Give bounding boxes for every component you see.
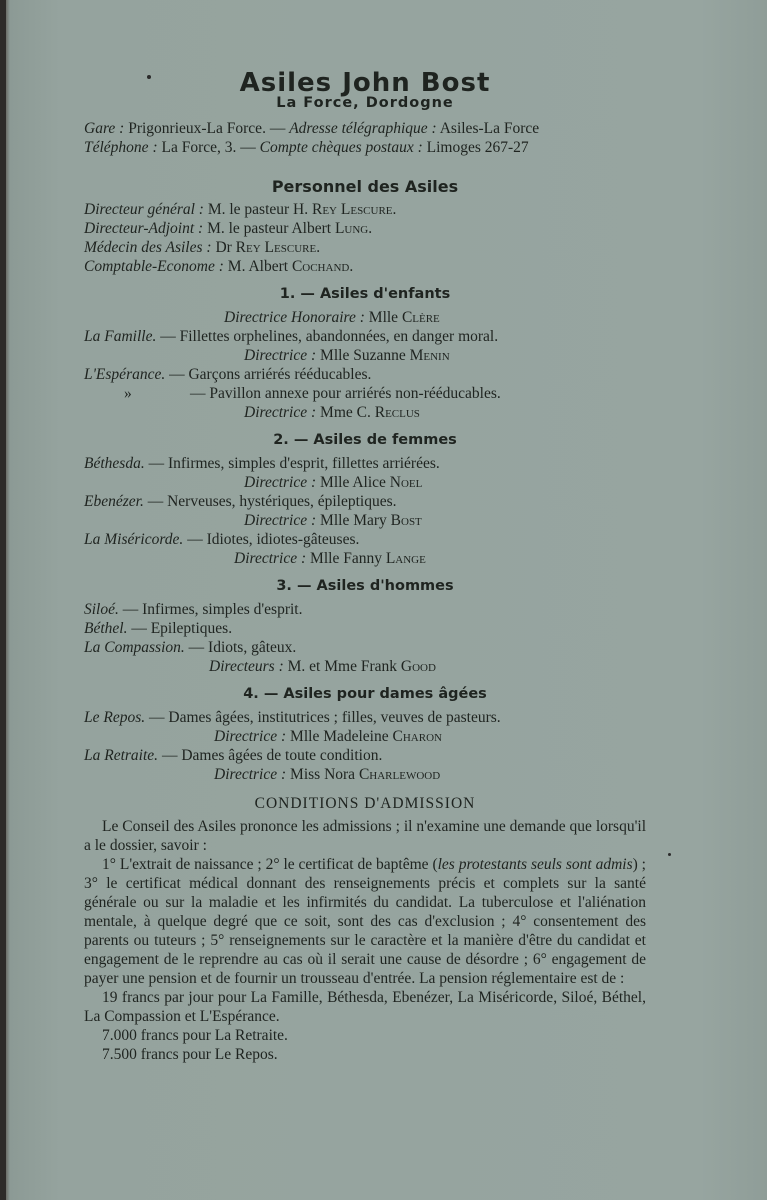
- asile-desc: — Idiotes, idiotes-gâteuses.: [183, 531, 360, 548]
- personnel-row: [84, 200, 646, 219]
- directeurs-line: [84, 657, 646, 676]
- asile-name: Béthesda.: [84, 455, 145, 472]
- text: Mlle: [364, 309, 402, 326]
- role: Directrice :: [244, 404, 317, 421]
- asile-name: Siloé.: [84, 601, 119, 618]
- asile-entry: [84, 708, 646, 727]
- asile-entry: [84, 746, 646, 765]
- asile-name: L'Espérance.: [84, 366, 166, 383]
- label-adresse: Adresse télégraphique :: [289, 120, 437, 137]
- name: Lung.: [334, 220, 373, 237]
- conditions-paragraph-2: [84, 855, 646, 988]
- text: Mlle Alice: [316, 474, 390, 491]
- conditions-heading: CONDITIONS D'ADMISSION: [254, 795, 476, 812]
- text: Mlle Suzanne: [316, 347, 410, 364]
- personnel-heading: Personnel des Asiles: [271, 177, 459, 196]
- role: Directrice :: [214, 728, 287, 745]
- asile-desc: — Infirmes, simples d'esprit.: [118, 601, 303, 618]
- name: Clère: [401, 309, 440, 326]
- role: Médecin des Asiles :: [84, 239, 212, 256]
- value-telephone: La Force, 3. —: [157, 139, 260, 156]
- name: Noel: [389, 474, 423, 491]
- page-subtitle: La Force, Dordogne: [276, 95, 454, 111]
- pension-rate-3: 7.500 francs pour Le Repos.: [102, 1046, 278, 1063]
- role: Directrice :: [214, 766, 287, 783]
- pension-rate-2: 7.000 francs pour La Retraite.: [102, 1027, 288, 1044]
- text: Miss Nora: [286, 766, 359, 783]
- asile-name: La Compassion.: [84, 639, 185, 656]
- directrice-honoraire: [84, 308, 646, 327]
- asile-name: Ebenézer.: [84, 493, 144, 510]
- personnel-row: [84, 238, 646, 257]
- asile-name: La Miséricorde.: [84, 531, 184, 548]
- directrice-line: [84, 727, 646, 746]
- text: 1° L'extrait de naissance ; 2° le certificat de baptême (: [102, 856, 438, 873]
- text: Mlle Fanny: [306, 550, 386, 567]
- asile-entry: [84, 492, 646, 511]
- name: Rey Lescure.: [312, 201, 397, 218]
- name: Lange: [385, 550, 426, 567]
- asile-desc: — Infirmes, simples d'esprit, fillettes arriérées.: [144, 455, 440, 472]
- directrice-line: [84, 473, 646, 492]
- text: M. le pasteur H.: [203, 201, 312, 218]
- contact-line-2: [84, 138, 646, 157]
- text: M. et Mme Frank: [283, 658, 401, 675]
- pension-rate-1: 19 francs par jour pour La Famille, Béthesda, Ebenézer, La Miséricorde, Siloé, Béthel, La Compassion et L'Espérance.: [84, 989, 646, 1025]
- directrice-line: [84, 765, 646, 784]
- ink-speck: [668, 853, 671, 856]
- conditions-paragraph-1: Le Conseil des Asiles prononce les admissions ; il n'examine une demande que lorsqu'il a le dossier, savoir :: [84, 818, 646, 854]
- document-body: [84, 70, 646, 1064]
- name: Good: [400, 658, 436, 675]
- section-2-heading: 2. — Asiles de femmes: [273, 432, 457, 448]
- role: Directeur-Adjoint :: [84, 220, 204, 237]
- text: M. Albert: [223, 258, 292, 275]
- asile-desc: — Nerveuses, hystériques, épileptiques.: [143, 493, 397, 510]
- name: Charon: [392, 728, 442, 745]
- asile-name: Le Repos.: [84, 709, 146, 726]
- page-title: Asiles John Bost: [239, 68, 491, 98]
- section-3-heading: 3. — Asiles d'hommes: [276, 578, 454, 594]
- asile-desc: — Pavillon annexe pour arriérés non-rééducables.: [190, 385, 501, 402]
- asile-name: La Retraite.: [84, 747, 159, 764]
- asile-entry: [84, 638, 646, 657]
- asile-entry: [84, 365, 646, 384]
- text: Mme C.: [316, 404, 375, 421]
- asile-name: Béthel.: [84, 620, 128, 637]
- directrice-line: [84, 346, 646, 365]
- text: Mlle Madeleine: [286, 728, 393, 745]
- role: Directeurs :: [209, 658, 284, 675]
- asile-entry: [84, 384, 646, 403]
- asile-desc: — Dames âgées de toute condition.: [158, 747, 383, 764]
- directrice-line: [84, 511, 646, 530]
- label-compte: Compte chèques postaux :: [259, 139, 423, 156]
- asile-name: La Famille.: [84, 328, 157, 345]
- name: Rey Lescure.: [235, 239, 321, 256]
- asile-entry: [84, 327, 646, 346]
- directrice-line: [84, 403, 646, 422]
- value-adresse: Asiles-La Force: [436, 120, 540, 137]
- directrice-line: [84, 549, 646, 568]
- italic-text: les protestants seuls sont admis: [437, 856, 633, 873]
- asile-desc: — Garçons arriérés rééducables.: [165, 366, 372, 383]
- name: Menin: [409, 347, 450, 364]
- asile-desc: — Dames âgées, institutrices ; filles, veuves de pasteurs.: [145, 709, 501, 726]
- role: Directrice :: [244, 347, 317, 364]
- asile-entry: [84, 619, 646, 638]
- asile-desc: — Idiots, gâteux.: [184, 639, 297, 656]
- label-gare: Gare :: [84, 120, 125, 137]
- name: Reclus: [374, 404, 420, 421]
- ditto-mark: »: [124, 385, 132, 402]
- role: Directeur général :: [84, 201, 204, 218]
- contact-line-1: [84, 119, 646, 138]
- text: M. le pasteur Albert: [203, 220, 335, 237]
- role: Comptable-Econome :: [84, 258, 224, 275]
- text: Dr: [211, 239, 236, 256]
- role: Directrice Honoraire :: [224, 309, 365, 326]
- asile-entry: [84, 454, 646, 473]
- section-4-heading: 4. — Asiles pour dames âgées: [243, 686, 487, 702]
- label-telephone: Téléphone :: [84, 139, 158, 156]
- role: Directrice :: [244, 474, 317, 491]
- value-gare: Prigonrieux-La Force. —: [124, 120, 290, 137]
- asile-entry: [84, 530, 646, 549]
- asile-entry: [84, 600, 646, 619]
- personnel-row: [84, 257, 646, 276]
- personnel-row: [84, 219, 646, 238]
- role: Directrice :: [244, 512, 317, 529]
- section-1-heading: 1. — Asiles d'enfants: [279, 286, 451, 302]
- asile-desc: — Fillettes orphelines, abandonnées, en danger moral.: [156, 328, 499, 345]
- value-compte: Limoges 267-27: [422, 139, 529, 156]
- name: Charlewood: [358, 766, 441, 783]
- role: Directrice :: [234, 550, 307, 567]
- asile-desc: — Epileptiques.: [127, 620, 233, 637]
- text: ) ; 3° le certificat médical donnant des renseignements précis et complets sur la santé générale ou sur la maladie et les infirmités du candidat. La tuberculose et l'aliénation mentale, à quelque degré que ce soit, sont des cas d'exclusion ; 4° consentement des parents ou tuteurs ; 5° renseignements sur le caractère et la manière d'être du candidat et engagement de le reprendre au cas où il serait une cause de désordre ; 6° engagement de payer une pension et de fournir un trousseau d'entrée. La pension réglementaire est de :: [84, 856, 646, 987]
- name: Cochand.: [291, 258, 354, 275]
- book-spine-edge: [0, 0, 6, 1200]
- text: Mlle Mary: [316, 512, 391, 529]
- name: Bost: [390, 512, 422, 529]
